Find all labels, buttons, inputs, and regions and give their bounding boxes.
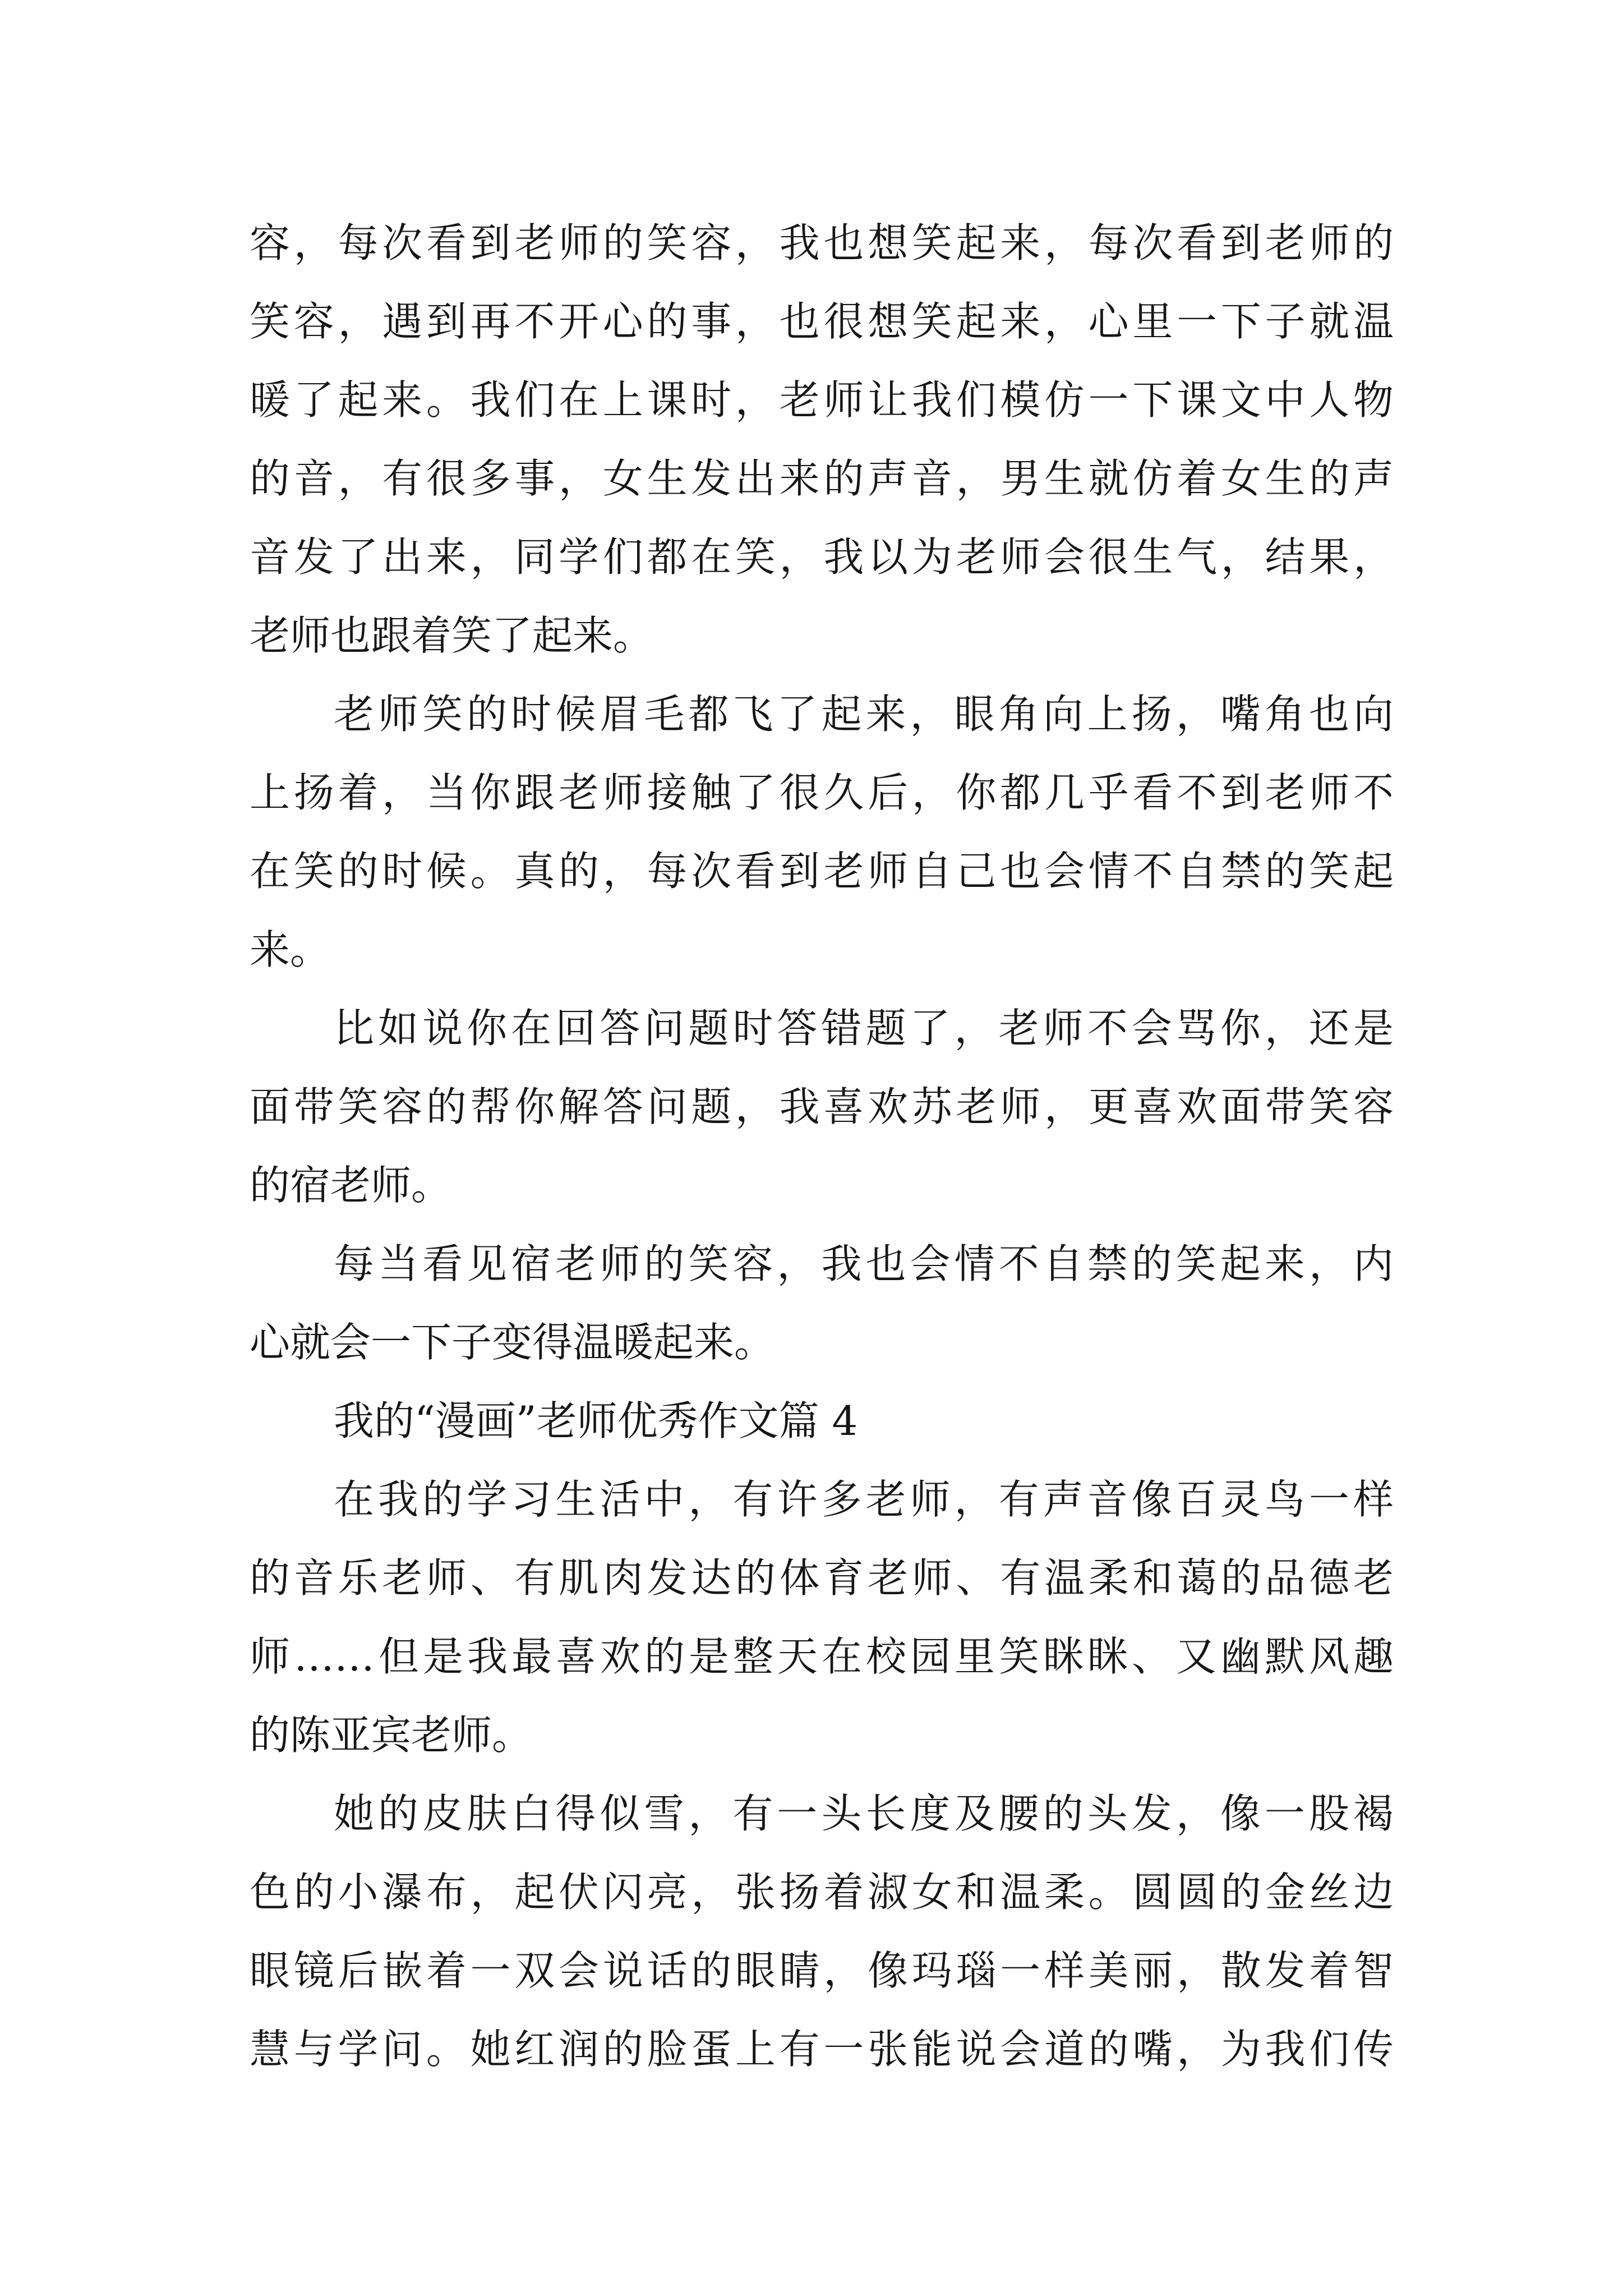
text-line: 眼镜后嵌着一双会说话的眼睛，像玛瑙一样美丽，散发着智 [250,1947,1394,1994]
text-line: 在笑的时候。真的，每次看到老师自己也会情不自禁的笑起 [250,848,1394,895]
text-line: 心就会一下子变得温暖起来。 [250,1319,775,1366]
section-heading: 我的“漫画”老师优秀作文篇 4 [334,1397,858,1444]
text-line: 暖了起来。我们在上课时，老师让我们模仿一下课文中人物 [250,376,1394,424]
text-line: 师……但是我最喜欢的是整天在校园里笑眯眯、又幽默风趣 [250,1633,1394,1680]
text-line: 的音乐老师、有肌肉发达的体育老师、有温柔和蔼的品德老 [250,1554,1394,1602]
text-line: 的陈亚宾老师。 [250,1711,533,1759]
text-line: 上扬着，当你跟老师接触了很久后，你都几乎看不到老师不 [250,769,1394,816]
text-line: 色的小瀑布，起伏闪亮，张扬着淑女和温柔。圆圆的金丝边 [250,1869,1394,1916]
text-line: 音发了出来，同学们都在笑，我以为老师会很生气，结果， [250,533,1394,581]
text-line: 老师也跟着笑了起来。 [250,612,654,659]
text-line: 慧与学问。她红润的脸蛋上有一张能说会道的嘴，为我们传 [250,2026,1394,2073]
text-line: 面带笑容的帮你解答问题，我喜欢苏老师，更喜欢面带笑容 [250,1083,1394,1130]
text-line: 的宿老师。 [250,1162,452,1209]
paragraph-first-line: 在我的学习生活中，有许多老师，有声音像百灵鸟一样 [334,1476,1394,1523]
text-line: 的音，有很多事，女生发出来的声音，男生就仿着女生的声 [250,455,1394,502]
text-line: 笑容，遇到再不开心的事，也很想笑起来，心里一下子就温 [250,298,1394,345]
paragraph-first-line: 老师笑的时候眉毛都飞了起来，眼角向上扬，嘴角也向 [334,691,1394,738]
paragraph-first-line: 比如说你在回答问题时答错题了，老师不会骂你，还是 [334,1005,1394,1052]
text-line: 来。 [250,926,331,973]
paragraph-first-line: 她的皮肤白得似雪，有一头长度及腰的头发，像一股褐 [334,1790,1394,1837]
text-line: 容，每次看到老师的笑容，我也想笑起来，每次看到老师的 [250,219,1394,266]
paragraph-first-line: 每当看见宿老师的笑容，我也会情不自禁的笑起来，内 [334,1240,1394,1287]
